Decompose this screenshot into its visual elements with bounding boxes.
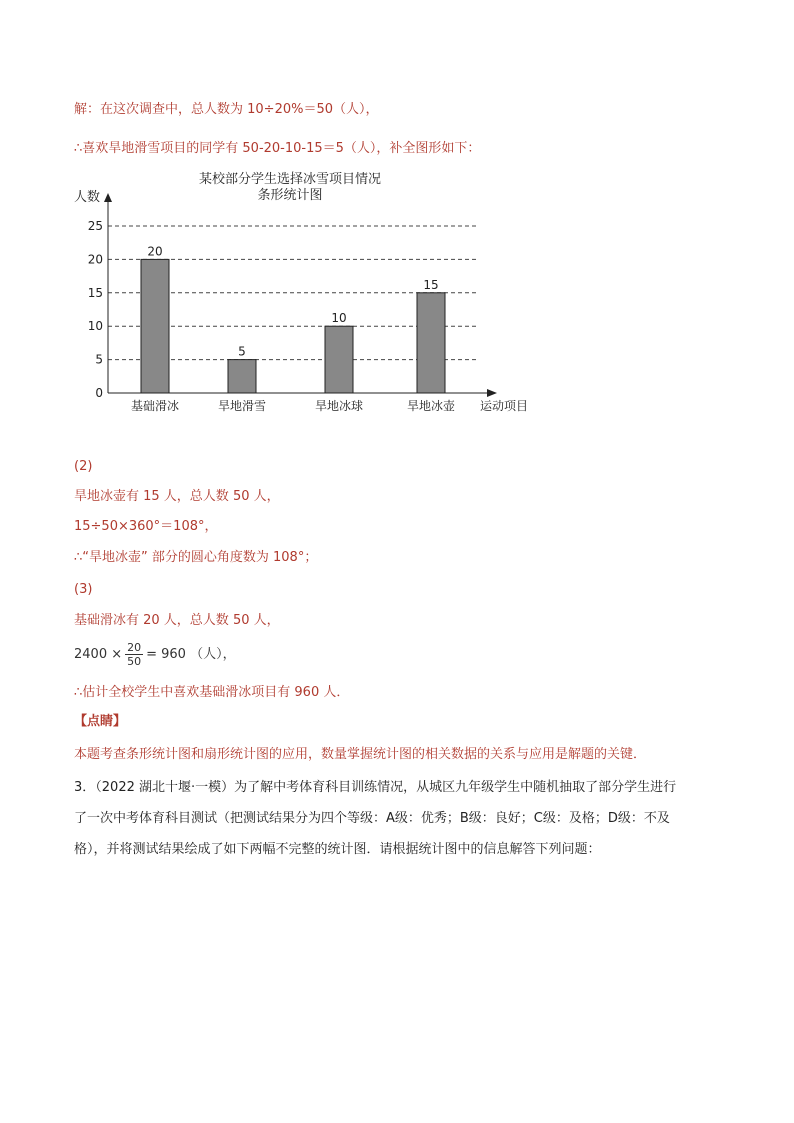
- part-2-line-3: ∴“旱地冰壶” 部分的圆心角度数为 108°；: [74, 550, 318, 565]
- formula-suffix: = 960 （人），: [146, 647, 236, 662]
- bar: [141, 259, 169, 393]
- part-2-line-1: 旱地冰壶有 15 人，总人数 50 人，: [74, 489, 280, 504]
- part-3-label: (3): [74, 582, 93, 597]
- y-tick-label: 25: [87, 219, 103, 233]
- y-tick-label: 0: [95, 386, 103, 400]
- part-2-line-2: 15÷50×360°＝108°，: [74, 519, 218, 534]
- x-axis-label: 运动项目: [480, 399, 529, 413]
- chart-title: 某校部分学生选择冰雪项目情况: [198, 172, 381, 187]
- fraction-denominator: 50: [127, 655, 142, 668]
- formula-prefix: 2400 ×: [74, 647, 123, 662]
- x-tick-label: 旱地冰壶: [406, 399, 456, 413]
- solution-line-2: ∴喜欢旱地滑雪项目的同学有 50-20-10-15＝5（人），补全图形如下：: [74, 141, 481, 156]
- bar: [325, 326, 353, 393]
- x-tick-label: 旱地冰球: [314, 399, 364, 413]
- question-3-line-3: 格），并将测试结果绘成了如下两幅不完整的统计图．请根据统计图中的信息解答下列问题：: [74, 842, 601, 857]
- fraction-numerator: 20: [127, 641, 142, 654]
- x-tick-label: 基础滑冰: [130, 399, 180, 413]
- solution-line-1: 解：在这次调查中，总人数为 10÷20%＝50（人），: [74, 102, 379, 117]
- y-axis-arrow: [104, 193, 112, 202]
- bar-chart: [0, 0, 794, 440]
- question-3-line-2: 了一次中考体育科目测试（把测试结果分为四个等级：A级：优秀；B级：良好；C级：及格；D级：不及: [74, 811, 670, 826]
- bar-data-label: 5: [238, 344, 246, 359]
- part-3-formula: [74, 640, 236, 670]
- bar-data-label: 15: [423, 277, 439, 292]
- y-tick-label: 5: [95, 352, 103, 367]
- x-tick-label: 旱地滑雪: [217, 399, 267, 413]
- bar: [228, 360, 256, 393]
- part-3-line-1: 基础滑冰有 20 人，总人数 50 人，: [74, 613, 280, 628]
- part-3-line-3: ∴估计全校学生中喜欢基础滑冰项目有 960 人．: [74, 685, 350, 700]
- bar-data-label: 20: [147, 244, 163, 259]
- question-3-line-1: 3．（2022 湖北十堰·一模）为了解中考体育科目训练情况，从城区九年级学生中随机抽取了部分学生进行: [74, 780, 677, 795]
- bar: [417, 293, 445, 393]
- part-2-label: (2): [74, 459, 93, 474]
- y-tick-label: 15: [87, 285, 103, 300]
- bar-data-label: 10: [331, 311, 347, 326]
- x-axis-arrow: [487, 389, 497, 397]
- y-axis-label: 人数: [74, 190, 101, 205]
- comment-label: 【点睛】: [74, 714, 127, 729]
- formula-fraction: [125, 641, 143, 668]
- comment-text: 本题考查条形统计图和扇形统计图的应用，数量掌握统计图的相关数据的关系与应用是解题的关键．: [74, 747, 647, 762]
- chart-subtitle: 条形统计图: [257, 188, 323, 203]
- y-tick-label: 10: [87, 319, 103, 334]
- y-tick-label: 20: [87, 252, 103, 267]
